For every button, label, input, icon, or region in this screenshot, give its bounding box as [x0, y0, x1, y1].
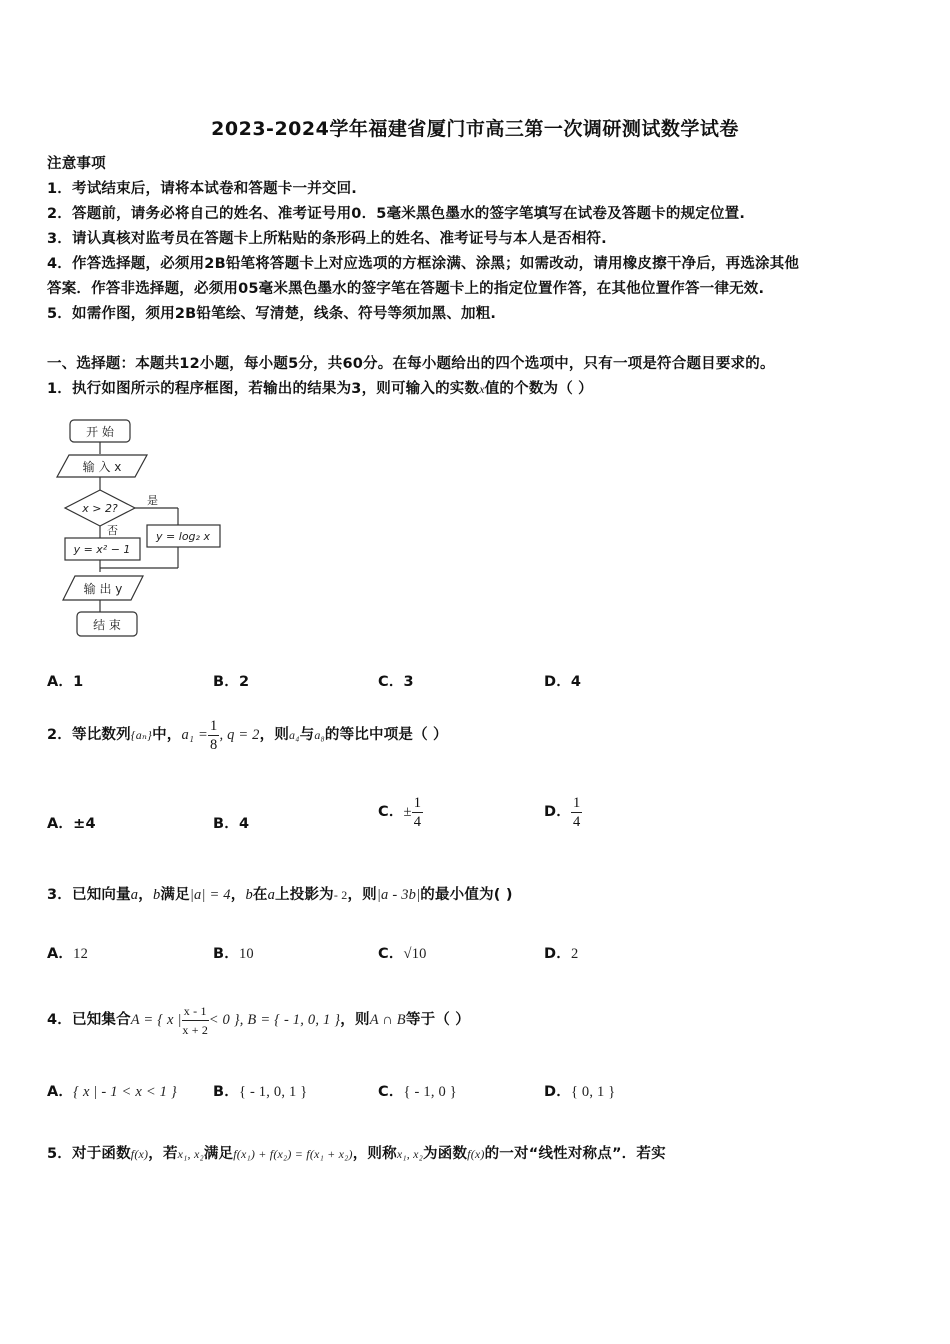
- q1-option-b[interactable]: B．2: [213, 674, 250, 690]
- flow-output-label: 输 出 y: [83, 582, 123, 596]
- flow-left-label: y = x² − 1: [73, 543, 131, 556]
- q3-option-a[interactable]: A．12: [47, 946, 89, 962]
- question-4-stem: 4．已知集合A = { x | $\frac{x - 1}{x + 2}$ < 0 }, B = { - 1, 0, 1 }，则A ∩ B等于（ ）: [47, 1003, 470, 1037]
- notice-heading: 注意事项: [47, 156, 106, 172]
- question-3-stem: 3．已知向量a，b满足|a| = 4，b在a上投影为- 2，则|a - 3b|的最小值为( ): [47, 887, 513, 903]
- q4-option-c[interactable]: C．{ - 1, 0 }: [378, 1084, 457, 1100]
- notice-item-5: 5．如需作图，须用2B铅笔绘、写清楚，线条、符号等须加黑、加粗.: [47, 306, 497, 322]
- q4-option-b[interactable]: B．{ - 1, 0, 1 }: [213, 1084, 308, 1100]
- page-title: 2023-2024学年福建省厦门市高三第一次调研测试数学试卷: [211, 118, 739, 140]
- q2-option-c[interactable]: C．± $\frac{1}{4}$: [378, 794, 422, 830]
- q2-fraction: $\frac{1}{8}$: [209, 717, 218, 753]
- q2-option-b[interactable]: B．4: [213, 816, 250, 832]
- flow-start-label: 开 始: [86, 425, 114, 439]
- notice-item-4-cont: 答案．作答非选择题，必须用05毫米黑色墨水的签字笔在答题卡上的指定位置作答，在其他位置作答一律无效.: [47, 281, 765, 297]
- notice-item-2: 2．答题前，请务必将自己的姓名、准考证号用0．5毫米黑色墨水的签字笔填写在试卷及答题卡的规定位置.: [47, 206, 746, 222]
- question-2-stem: 2．等比数列{aₙ}中，a₁ = $\frac{1}{8}$ , q = 2，则a₄与a₈的等比中项是（ ）: [47, 717, 448, 753]
- q1-option-d[interactable]: D．4: [544, 674, 582, 690]
- q1-option-c[interactable]: C．3: [378, 674, 414, 690]
- q1-option-a[interactable]: A．1: [47, 674, 84, 690]
- q2-option-a[interactable]: A．±4: [47, 816, 96, 832]
- flow-no-label: 否: [107, 524, 118, 537]
- flowchart: [55, 412, 230, 642]
- q3-option-b[interactable]: B．10: [213, 946, 254, 962]
- q2-option-d[interactable]: D． $\frac{1}{4}$: [544, 794, 581, 830]
- flow-input-label: 输 入 x: [82, 460, 122, 474]
- notice-item-1: 1．考试结束后，请将本试卷和答题卡一并交回.: [47, 181, 357, 197]
- question-1-stem: 1．执行如图所示的程序框图，若输出的结果为3，则可输入的实数x值的个数为（ ）: [47, 381, 593, 397]
- q3-option-c[interactable]: C．√10: [378, 946, 427, 962]
- flow-yes-label: 是: [147, 494, 158, 507]
- q4-option-d[interactable]: D．{ 0, 1 }: [544, 1084, 616, 1100]
- notice-item-3: 3．请认真核对监考员在答题卡上所粘贴的条形码上的姓名、准考证号与本人是否相符.: [47, 231, 607, 247]
- q4-option-a[interactable]: A．{ x | - 1 < x < 1 }: [47, 1084, 177, 1100]
- notice-item-4: 4．作答选择题，必须用2B铅笔将答题卡上对应选项的方框涂满、涂黑；如需改动，请用橡皮擦干净后，再选涂其他: [47, 256, 800, 272]
- flow-cond-label: x > 2?: [82, 502, 118, 515]
- flow-right-label: y = log₂ x: [156, 530, 210, 543]
- section-heading: 一、选择题：本题共12小题，每小题5分，共60分。在每小题给出的四个选项中，只有一项是符合题目要求的。: [47, 356, 775, 372]
- q3-option-d[interactable]: D．2: [544, 946, 579, 962]
- question-5-stem: 5．对于函数f(x)，若x₁, x₂满足f(x₁) + f(x₂) = f(x₁ + x₂)，则称x₁, x₂为函数f(x)的一对“线性对称点”．若实: [47, 1146, 666, 1162]
- flow-end-label: 结 束: [93, 618, 121, 632]
